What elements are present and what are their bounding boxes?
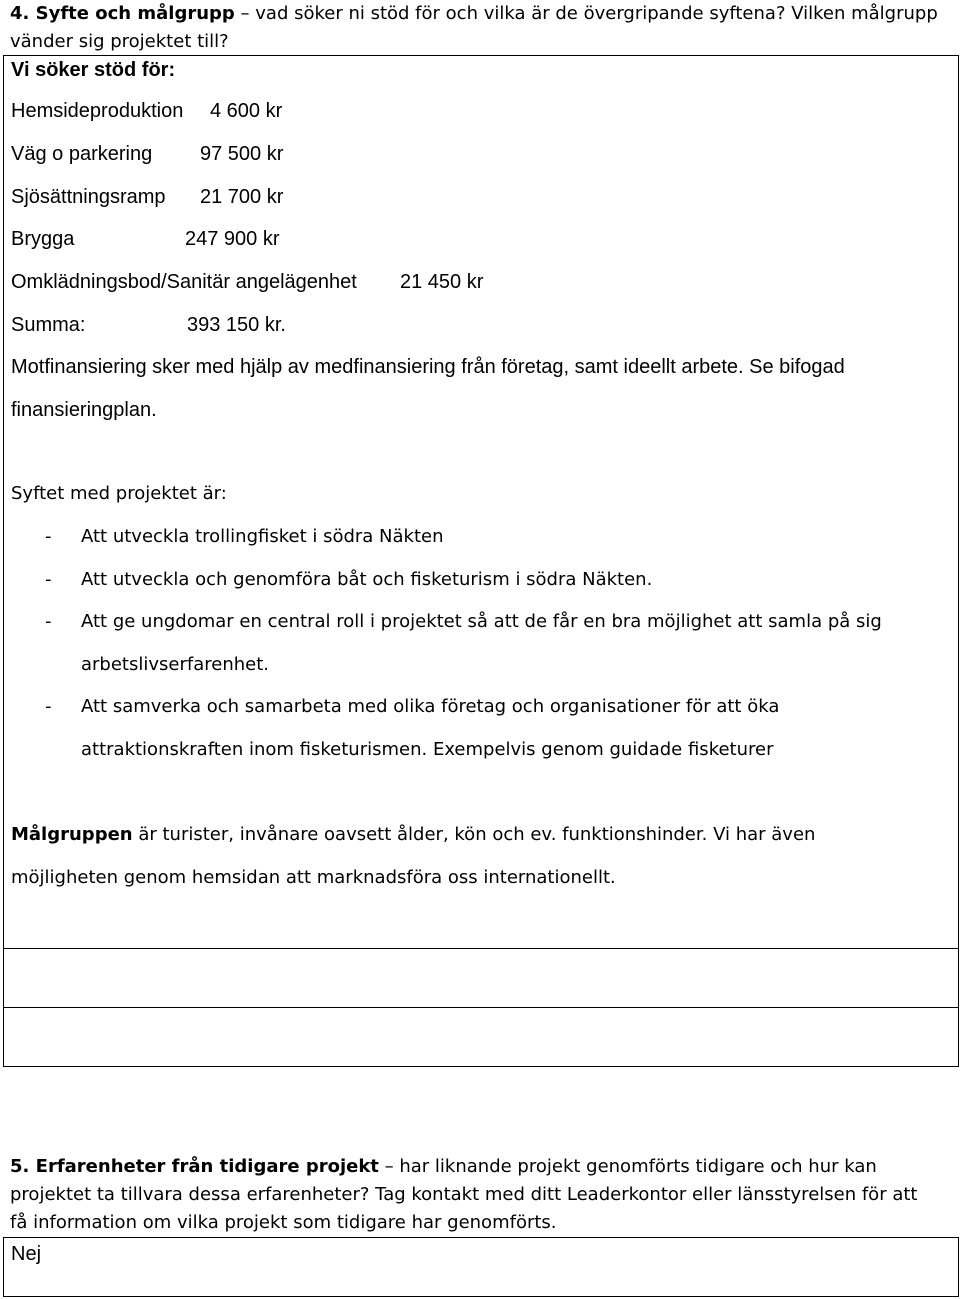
financing-text: Motfinansiering sker med hjälp av medfinansiering från företag, samt ideellt arbete. Se bifogad — [11, 356, 845, 378]
sum-label: Summa: — [11, 314, 86, 336]
support-item-amount: 4 600 kr — [210, 100, 283, 122]
purpose-item: Att utveckla och genomföra båt och fisketurism i södra Näkten. — [81, 569, 653, 590]
support-item-label: Hemsideproduktion — [11, 100, 184, 122]
purpose-item: Att ge ungdomar en central roll i projektet så att de får en bra möjlighet att samla på sig — [81, 611, 882, 632]
section-5-heading — [10, 1153, 940, 1237]
section-5-question: – har liknande projekt genomförts tidigare och hur kan projektet ta tillvara dessa erfarenheter? Tag kontakt med ditt Leaderkontor eller länsstyrelsen för att få information om vilka projekt som tidigare har genomförts. — [10, 1156, 918, 1233]
target-group-text-cont: möjligheten genom hemsidan att marknadsföra oss internationellt. — [11, 867, 616, 888]
extra-row-2[interactable] — [3, 1007, 959, 1067]
support-heading: Vi söker stöd för: — [11, 59, 176, 81]
support-item-amount: 247 900 kr — [185, 228, 280, 250]
purpose-heading: Syftet med projektet är: — [11, 483, 227, 504]
support-item-label: Väg o parkering — [11, 143, 153, 165]
purpose-item: Att utveckla trollingfisket i södra Näkten — [81, 526, 444, 547]
purpose-item-cont: attraktionskraften inom fisketurismen. Exempelvis genom guidade fisketurer — [81, 739, 774, 760]
extra-row-1[interactable] — [3, 948, 959, 1008]
target-group-description: är turister, invånare oavsett ålder, kön och ev. funktionshinder. Vi har även — [132, 824, 816, 845]
financing-text-cont: finansieringplan. — [11, 399, 157, 421]
section-4-question: – vad söker ni stöd för och vilka är de övergripande syftena? Vilken målgrupp vänder sig projektet till? — [10, 3, 938, 52]
target-group-text — [11, 823, 815, 847]
support-item-amount: 97 500 kr — [200, 143, 284, 165]
support-item-label: Omklädningsbod/Sanitär angelägenhet — [11, 271, 357, 293]
bullet-dash: - — [45, 696, 52, 717]
section-5-title: Erfarenheter från tidigare projekt — [35, 1156, 379, 1177]
purpose-item: Att samverka och samarbeta med olika företag och organisationer för att öka — [81, 696, 780, 717]
purpose-item-cont: arbetslivserfarenhet. — [81, 654, 269, 675]
section-5-answer: Nej — [11, 1243, 42, 1265]
support-item-label: Sjösättningsramp — [11, 186, 166, 208]
support-item-amount: 21 450 kr — [400, 271, 484, 293]
bullet-dash: - — [45, 569, 52, 590]
section-5-answer-box[interactable] — [3, 1237, 959, 1297]
bullet-dash: - — [45, 526, 52, 547]
section-4-number: 4. — [10, 3, 30, 24]
bullet-dash: - — [45, 611, 52, 632]
support-item-amount: 21 700 kr — [200, 186, 284, 208]
support-item-label: Brygga — [11, 228, 75, 250]
section-5-number: 5. — [10, 1156, 30, 1177]
target-group-label: Målgruppen — [11, 824, 133, 845]
section-4-heading — [10, 0, 940, 56]
sum-amount: 393 150 kr. — [187, 314, 286, 336]
section-4-title: Syfte och målgrupp — [35, 3, 235, 24]
